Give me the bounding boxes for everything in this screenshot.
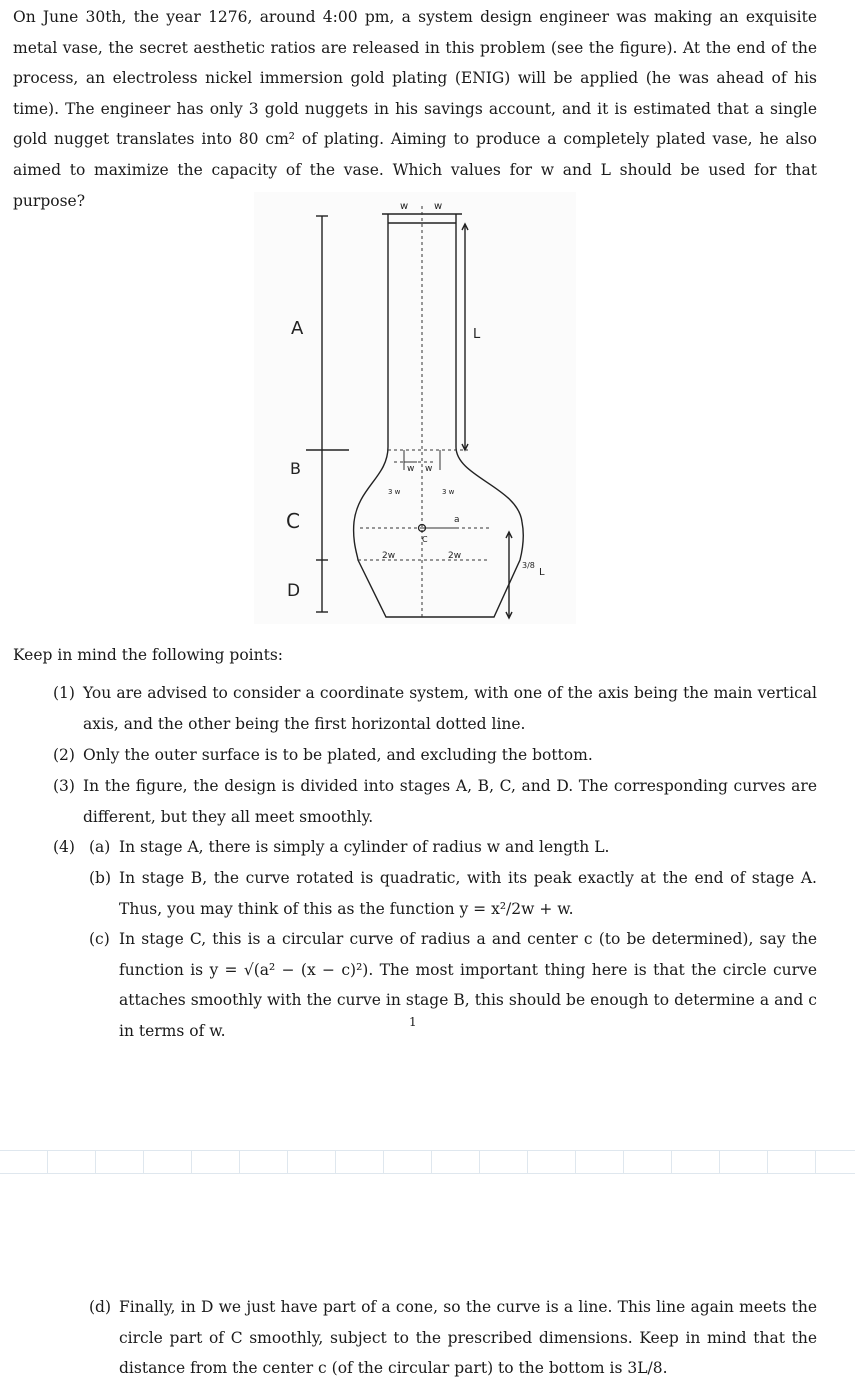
sub-c-text: In stage C, this is a circular curve of radius a and center c (to be determined), say the function is y = √(a² − (x − c)²). The most important thing here is that the circle curve attaches smoothly with the curve in stage B, this should be enough to determine a and c in terms of w. bbox=[119, 930, 817, 1040]
two-w-right: 2w bbox=[448, 551, 462, 561]
problem-intro: On June 30th, the year 1276, around 4:00 pm, a system design engineer was making an exquisite metal vase, the secret aesthetic ratios are released in this problem (see the figure). At the end of the process, an electroless nickel immersion gold plating (ENIG) will be applied (he was ahead of his time). The engineer has only 3 gold nuggets in his savings account, and it is estimated that a single gold nugget translates into 80 cm² of plating. Aiming to produce a completely plated vase, he also aimed to maximize the capacity of the vase. Which values for w and L should be used for that purpose? bbox=[13, 8, 817, 210]
center-c-label: C bbox=[422, 535, 428, 544]
sub-d-label: (d) bbox=[89, 1298, 112, 1316]
stage-label-a: A bbox=[291, 318, 304, 339]
three-halves-w-right: 3 w bbox=[442, 488, 455, 496]
page-break-divider bbox=[0, 1150, 855, 1174]
neck-w-left: w bbox=[407, 464, 415, 474]
stage-label-d: D bbox=[287, 581, 301, 601]
point-4-number: (4) bbox=[53, 838, 75, 856]
radius-a-label: a bbox=[454, 515, 460, 525]
point-1-text: You are advised to consider a coordinate system, with one of the axis being the main vertical axis, and the other being the first horizontal dotted line. bbox=[83, 684, 817, 733]
sub-c-label: (c) bbox=[89, 930, 110, 948]
vase-diagram bbox=[254, 192, 576, 624]
sub-d-text: Finally, in D we just have part of a cone, so the curve is a line. This line again meets the circle part of C smoothly, subject to the prescribed dimensions. Keep in mind that the distance from the center c (of the circular part) to the bottom is 3L/8. bbox=[119, 1298, 817, 1378]
stage-label-c: C bbox=[286, 509, 300, 533]
sub-a-label: (a) bbox=[89, 838, 111, 856]
points-heading: Keep in mind the following points: bbox=[13, 646, 283, 664]
point-2-text: Only the outer surface is to be plated, and excluding the bottom. bbox=[83, 746, 593, 764]
length-label: L bbox=[473, 327, 481, 342]
fraction-L: L bbox=[539, 567, 545, 578]
top-w-right: w bbox=[434, 201, 443, 212]
neck-w-right: w bbox=[425, 464, 433, 474]
top-w-left: w bbox=[400, 201, 409, 212]
stage-label-b: B bbox=[290, 459, 301, 478]
page-number: 1 bbox=[409, 1015, 417, 1029]
two-w-left: 2w bbox=[382, 551, 396, 561]
point-2-number: (2) bbox=[53, 746, 75, 764]
vase-figure bbox=[254, 192, 576, 624]
sub-a-text: In stage A, there is simply a cylinder of radius w and length L. bbox=[119, 838, 610, 856]
fraction-3-8: 3/8 bbox=[522, 561, 535, 570]
point-1-number: (1) bbox=[53, 684, 75, 702]
three-halves-w-left: 3 w bbox=[388, 488, 401, 496]
sub-b-text: In stage B, the curve rotated is quadratic, with its peak exactly at the end of stage A. Thus, you may think of this as the function y = x²/2w + w. bbox=[119, 869, 817, 918]
sub-b-label: (b) bbox=[89, 869, 112, 887]
point-3-number: (3) bbox=[53, 777, 75, 795]
point-3-text: In the figure, the design is divided into stages A, B, C, and D. The corresponding curves are different, but they all meet smoothly. bbox=[83, 777, 817, 826]
